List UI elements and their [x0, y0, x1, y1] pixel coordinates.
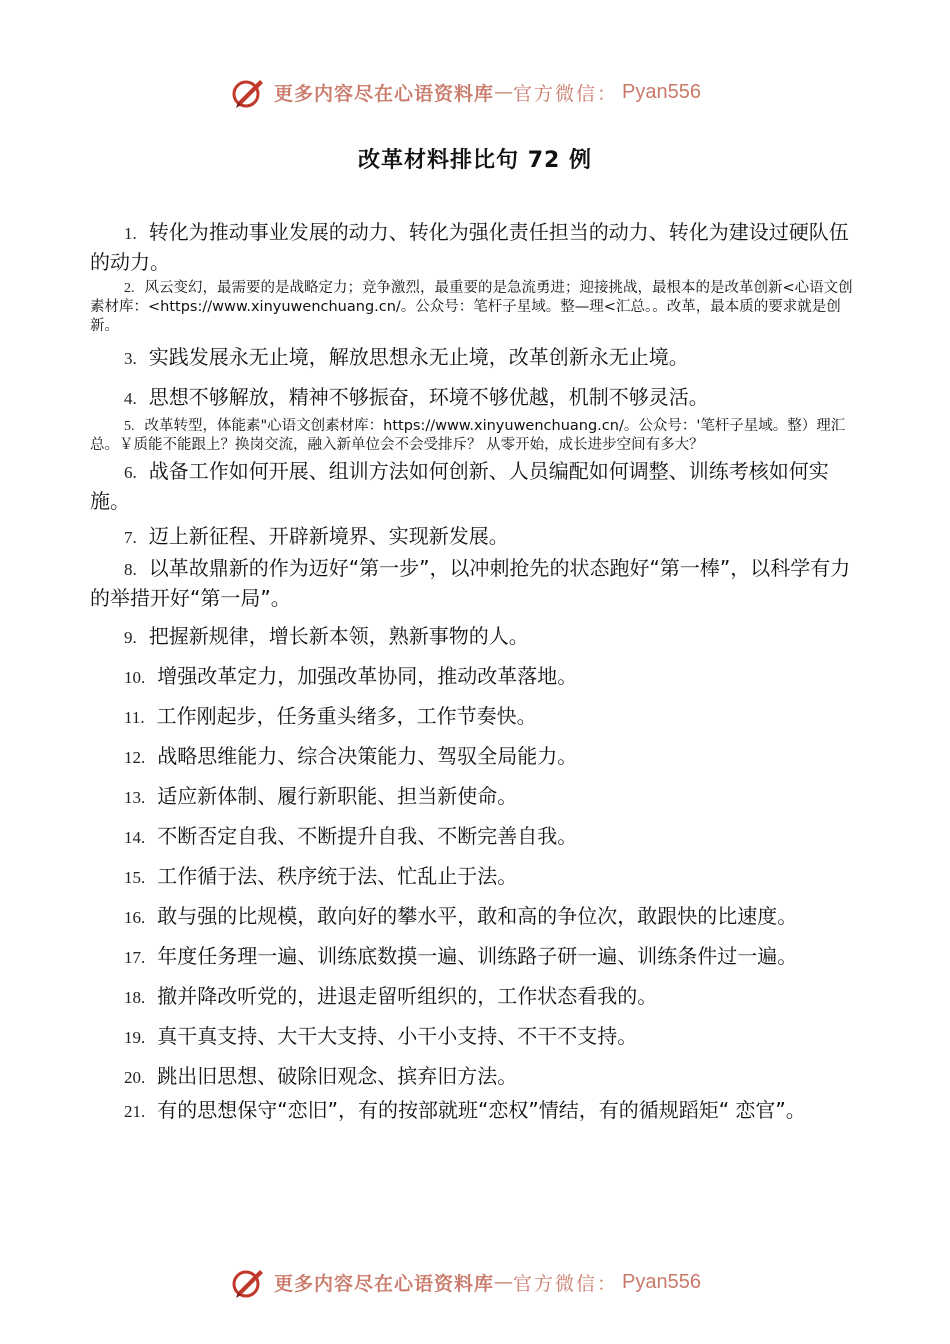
list-item: 12. 战略思维能力、综合决策能力、驾驭全局能力。: [124, 744, 578, 768]
list-item: 16. 敢与强的比规模，敢向好的攀水平，敢和高的争位次，敢跟快的比速度。: [124, 904, 798, 928]
list-item: 6. 战备工作如何开展、组训方法如何创新、人员编配如何调整、训练考核如何实施。: [90, 459, 829, 513]
sentence-list: [90, 218, 860, 1126]
watermark-wechat-id: Pyan556: [622, 1270, 701, 1293]
footer-watermark: [228, 1262, 701, 1302]
list-item: 13. 适应新体制、履行新职能、担当新使命。: [124, 784, 518, 808]
list-item: 21. 有的思想保守“恋旧”，有的按部就班“恋权”情结，有的循规蹈矩“ 恋官”。: [124, 1098, 806, 1122]
watermark-wechat-label: 官方微信：: [513, 82, 619, 105]
page-title: 改革材料排比句 72 例: [358, 148, 592, 173]
watermark-brand: 更多内容尽在心语资料库: [274, 1272, 495, 1295]
watermark-brand: 更多内容尽在心语资料库: [274, 82, 495, 105]
pen-logo-icon: [228, 1262, 268, 1302]
list-item: 11. 工作刚起步，任务重头绪多，工作节奏快。: [124, 704, 537, 728]
header-watermark: [228, 72, 701, 112]
list-item: 8. 以革故鼎新的作为迈好“第一步”，以冲刺抢先的状态跑好“第一棒”，以科学有力的举措开好“第一局”。: [90, 556, 851, 610]
list-item: 19. 真干真支持、大干大支持、小干小支持、不干不支持。: [124, 1024, 638, 1048]
list-item: 20. 跳出旧思想、破除旧观念、摈弃旧方法。: [124, 1064, 518, 1088]
list-item: 1. 转化为推动事业发展的动力、转化为强化责任担当的动力、转化为建设过硬队伍的动力。: [90, 220, 849, 274]
list-item: 2. 风云变幻，最需要的是战略定力；竞争激烈，最重要的是急流勇进；迎接挑战，最根本的是改革创新<心语文创素材库：<https://www.xinyuwenchuang.cn/。公众号：笔杆子星域。整—理<汇总。。改革，最本质的要求就是创新。: [90, 280, 853, 334]
list-item: 17. 年度任务理一遍、训练底数摸一遍、训练路子研一遍、训练条件过一遍。: [124, 944, 798, 968]
list-item: 9. 把握新规律，增长新本领，熟新事物的人。: [124, 624, 529, 648]
list-item: 10. 增强改革定力，加强改革协同，推动改革落地。: [124, 664, 578, 688]
list-item: 14. 不断否定自我、不断提升自我、不断完善自我。: [124, 824, 578, 848]
watermark-separator: —: [494, 81, 514, 103]
list-item: 5. 改革转型，体能素"心语文创素材库：https://www.xinyuwenchuang.cn/。公众号：'笔杆子星域。整）理汇总。￥质能不能跟上？换岗交流，融入新单位会不会受排斥？ 从零开始，成长进步空间有多大？: [90, 418, 846, 453]
list-item: 4. 思想不够解放，精神不够振奋，环境不够优越，机制不够灵活。: [124, 385, 709, 409]
pen-logo-icon: [228, 72, 268, 112]
watermark-wechat-label: 官方微信：: [513, 1272, 619, 1295]
list-item: 3. 实践发展永无止境，解放思想永无止境，改革创新永无止境。: [124, 345, 689, 369]
list-item: 15. 工作循于法、秩序统于法、忙乱止于法。: [124, 864, 518, 888]
list-item: 18. 撤并降改听党的，进退走留听组织的，工作状态看我的。: [124, 984, 658, 1008]
watermark-wechat-id: Pyan556: [622, 80, 701, 103]
list-item: 7. 迈上新征程、开辟新境界、实现新发展。: [124, 524, 509, 548]
watermark-separator: —: [494, 1271, 514, 1293]
